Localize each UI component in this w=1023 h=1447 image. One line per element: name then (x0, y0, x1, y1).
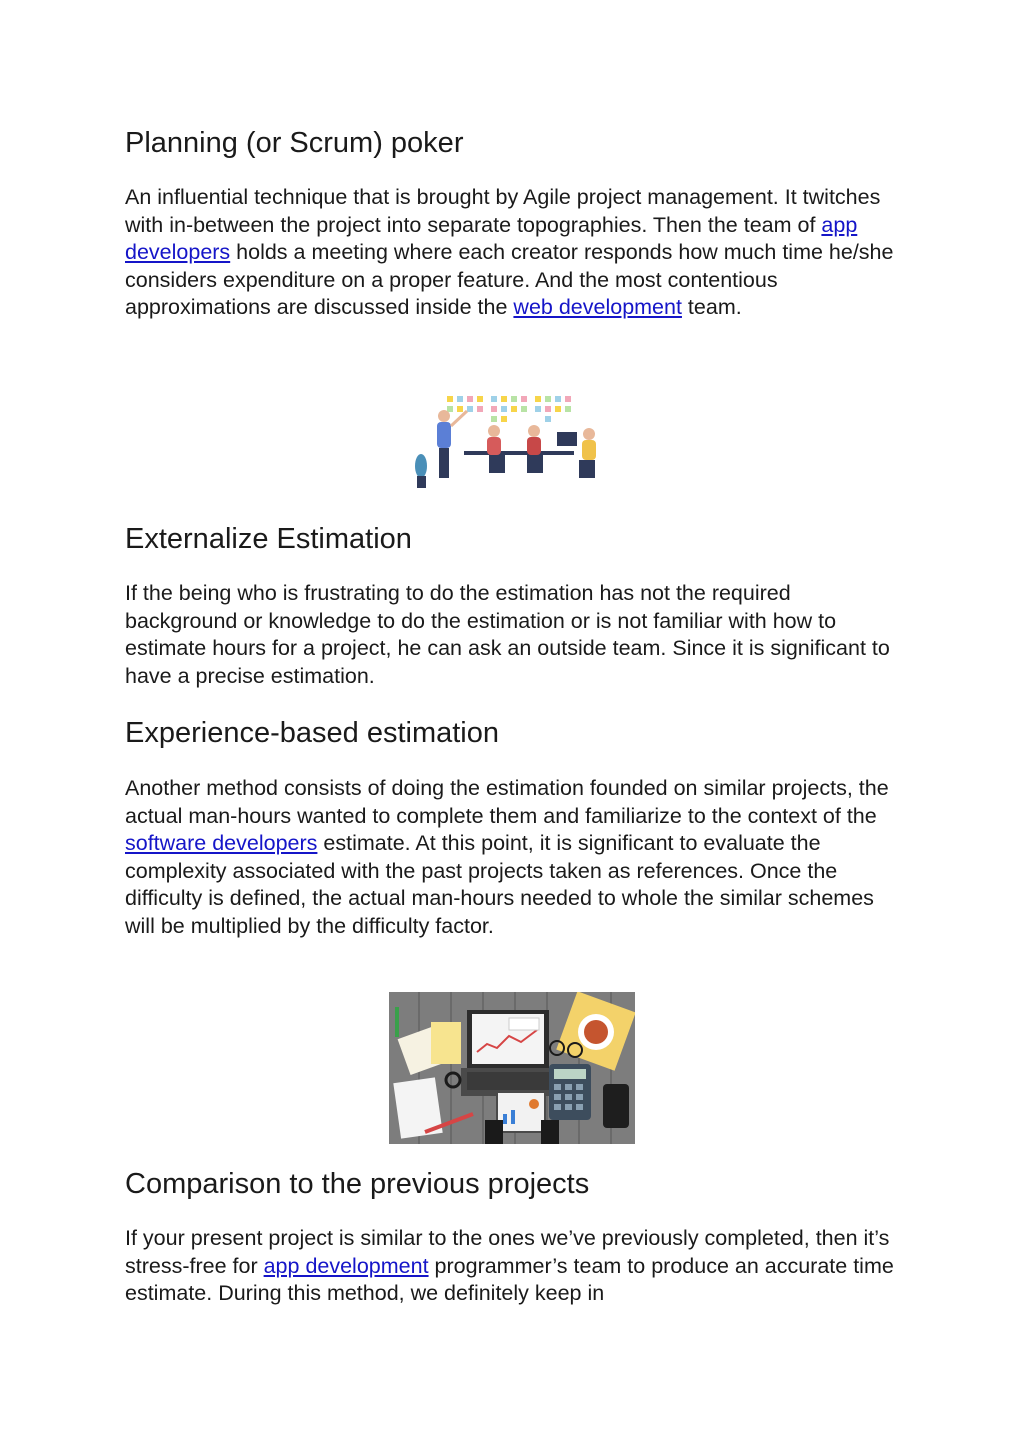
paragraph-text: Another method consists of doing the estimation founded on similar projects, the actual man-hours wanted to complete them and familiarize to the context of the (125, 776, 889, 828)
heading-experience-based-estimation: Experience-based estimation (125, 717, 499, 749)
app-development-link[interactable]: app development (263, 1253, 429, 1278)
desk-workspace-illustration (389, 992, 635, 1144)
meeting-table (464, 451, 574, 455)
team-meeting-illustration (409, 376, 609, 498)
heading-comparison-previous-projects: Comparison to the previous projects (125, 1168, 590, 1200)
paragraph-text: If your present project is similar to the ones we’ve previously completed, then it’s stress-free for (125, 1226, 890, 1278)
heading-planning-poker: Planning (or Scrum) poker (125, 127, 464, 159)
calculator-icon (549, 1064, 591, 1120)
paragraph-text: programmer’s team to produce an accurate time estimate. During this method, we definitely keep in (125, 1253, 894, 1305)
laptop-icon (461, 1010, 555, 1096)
paragraph-planning-poker (125, 184, 905, 322)
phone-icon (603, 1084, 629, 1128)
paragraph-comparison-previous-projects (125, 1225, 905, 1308)
software-developers-link[interactable]: software developers (125, 831, 318, 855)
paragraph-externalize-estimation: If the being who is frustrating to do the estimation has not the required background or knowledge to do the estimation or is not familiar with how to estimate hours for a project, he can ask an outside team. Since it is significant to have a precise estimation. (125, 581, 890, 688)
heading-externalize-estimation: Externalize Estimation (125, 523, 412, 555)
paragraph-text: estimate. At this point, it is significant to evaluate the complexity associated with the past projects taken as references. Once the difficulty is defined, the actual man-hours needed to whole the similar schemes will be multiplied by the difficulty factor. (125, 831, 874, 938)
paragraph-text: An influential technique that is brought by Agile project management. It twitches with in-between the project into separate topographies. Then the team of (125, 185, 881, 237)
web-development-link[interactable]: web development (513, 295, 682, 319)
paragraph-text: team. (681, 295, 742, 319)
app-developers-link[interactable]: app developers (125, 212, 858, 264)
paragraph-experience-based-estimation (125, 775, 905, 940)
paragraph-text: holds a meeting where each creator responds how much time he/she considers expenditure on a proper feature. And the most contentious approximations are discussed inside the (125, 240, 894, 319)
